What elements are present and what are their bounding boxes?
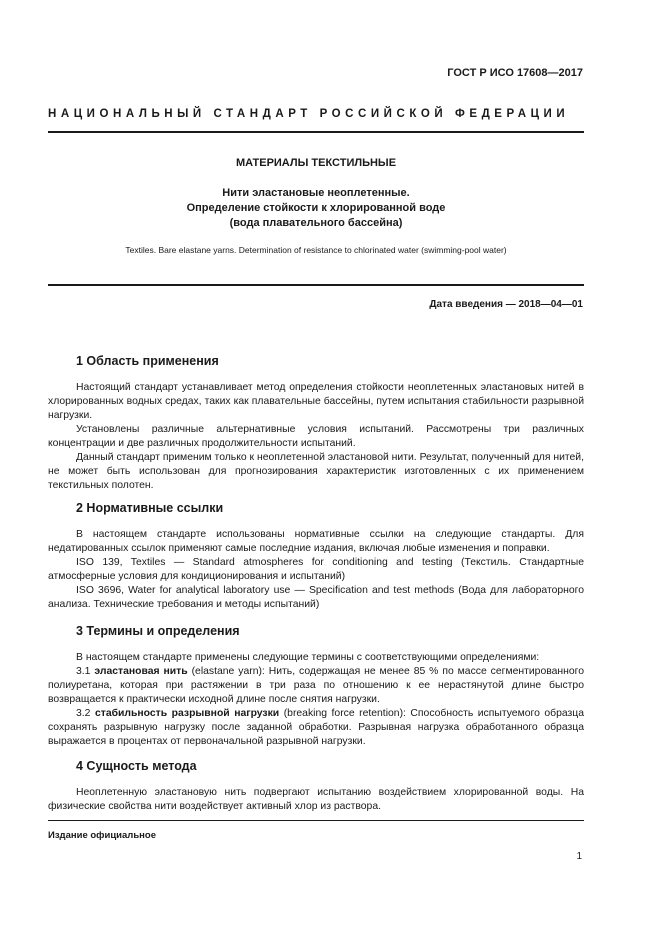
- subtitle-line-2: Определение стойкости к хлорированной воде: [186, 202, 446, 214]
- section-heading-3: 3 Термины и определения: [76, 624, 240, 638]
- term-entry: 3.1 эластановая нить (elastane yarn): Нить, содержащая не менее 85 % по массе сегментированного полиуретана, которая при растяжении в три раза по отношению к ее нерастянутой длине быстро возвращается к практически исходной длине после снятия нагрузки.: [48, 666, 585, 705]
- national-standard-banner: НАЦИОНАЛЬНЫЙ СТАНДАРТ РОССИЙСКОЙ ФЕДЕРАЦИИ: [48, 108, 570, 120]
- section-heading-1: 1 Область применения: [76, 354, 219, 368]
- section-1-body: [48, 381, 584, 493]
- official-edition-label: Издание официальное: [48, 830, 156, 841]
- english-title: Textiles. Bare elastane yarns. Determination of resistance to chlorinated water (swimming-pool water): [125, 245, 507, 255]
- paragraph: В настоящем стандарте использованы нормативные ссылки на следующие стандарты. Для недатированных ссылок применяют самые последние издания, включая любые изменения и поправки.: [48, 529, 584, 554]
- document-subtitle: [48, 186, 584, 231]
- subtitle-line-3: (вода плавательного бассейна): [229, 217, 403, 229]
- section-2-body: [48, 528, 584, 612]
- paragraph: ISO 3696, Water for analytical laboratory use — Specification and test methods (Вода для лабораторного анализа. Технические требования и методы испытаний): [48, 585, 584, 610]
- term-definition: (breaking force retention): Способность испытуемого образца сохранять разрывную нагрузку после заданной обработки. Разрывная нагрузка обработанного образца выражается в процентах от первоначальной разрывной нагрузки.: [48, 708, 585, 747]
- term-name: эластановая нить: [94, 666, 188, 677]
- paragraph: Данный стандарт применим только к неоплетенной эластановой нити. Результат, полученный для нитей, не может быть использован для прогнозирования характеристик изготовленных с их применением текстильных полотен.: [48, 452, 584, 491]
- paragraph: В настоящем стандарте применены следующие термины с соответствующими определениями:: [76, 652, 540, 663]
- footer-rule: [48, 820, 584, 821]
- section-heading-2: 2 Нормативные ссылки: [76, 501, 224, 515]
- date-of-introduction: Дата введения — 2018—04—01: [429, 299, 583, 310]
- header-rule: [48, 131, 584, 133]
- section-heading-4: 4 Сущность метода: [76, 759, 197, 773]
- term-entry: 3.2 стабильность разрывной нагрузки (breaking force retention): Способность испытуемого образца сохранять разрывную нагрузку после заданной обработки. Разрывная нагрузка обработанного образца выражается в процентах от первоначальной разрывной нагрузки.: [48, 708, 585, 747]
- title-rule: [48, 284, 584, 286]
- section-3-body: [48, 651, 584, 749]
- term-definition: (elastane yarn): Нить, содержащая не менее 85 % по массе сегментированного полиуретана, которая при растяжении в три раза по отношению к ее нерастянутой длине быстро возвращается к практически исходной длине после снятия нагрузки.: [48, 666, 585, 705]
- term-name: стабильность разрывной нагрузки: [94, 708, 280, 719]
- document-title: МАТЕРИАЛЫ ТЕКСТИЛЬНЫЕ: [235, 157, 397, 169]
- page-number: 1: [576, 851, 582, 862]
- paragraph: ISO 139, Textiles — Standard atmospheres for conditioning and testing (Текстиль. Стандартные атмосферные условия для кондиционирования и испытаний): [48, 557, 584, 582]
- section-4-body: [48, 786, 584, 814]
- paragraph: Неоплетенную эластановую нить подвергают испытанию воздействием хлорированной воды. На физические свойства нити воздействует активный хлор из раствора.: [48, 787, 584, 812]
- paragraph: Установлены различные альтернативные условия испытаний. Рассмотрены три различных концентрации и две различных продолжительности испытаний.: [48, 424, 584, 449]
- subtitle-line-1: Нити эластановые неоплетенные.: [222, 187, 410, 199]
- document-code: ГОСТ Р ИСО 17608—2017: [447, 67, 583, 79]
- paragraph: Настоящий стандарт устанавливает метод определения стойкости неоплетенных эластановых нитей в хлорированных водных средах, таких как плавательные бассейны, путем испытания стабильности разрывной нагрузки.: [48, 382, 584, 421]
